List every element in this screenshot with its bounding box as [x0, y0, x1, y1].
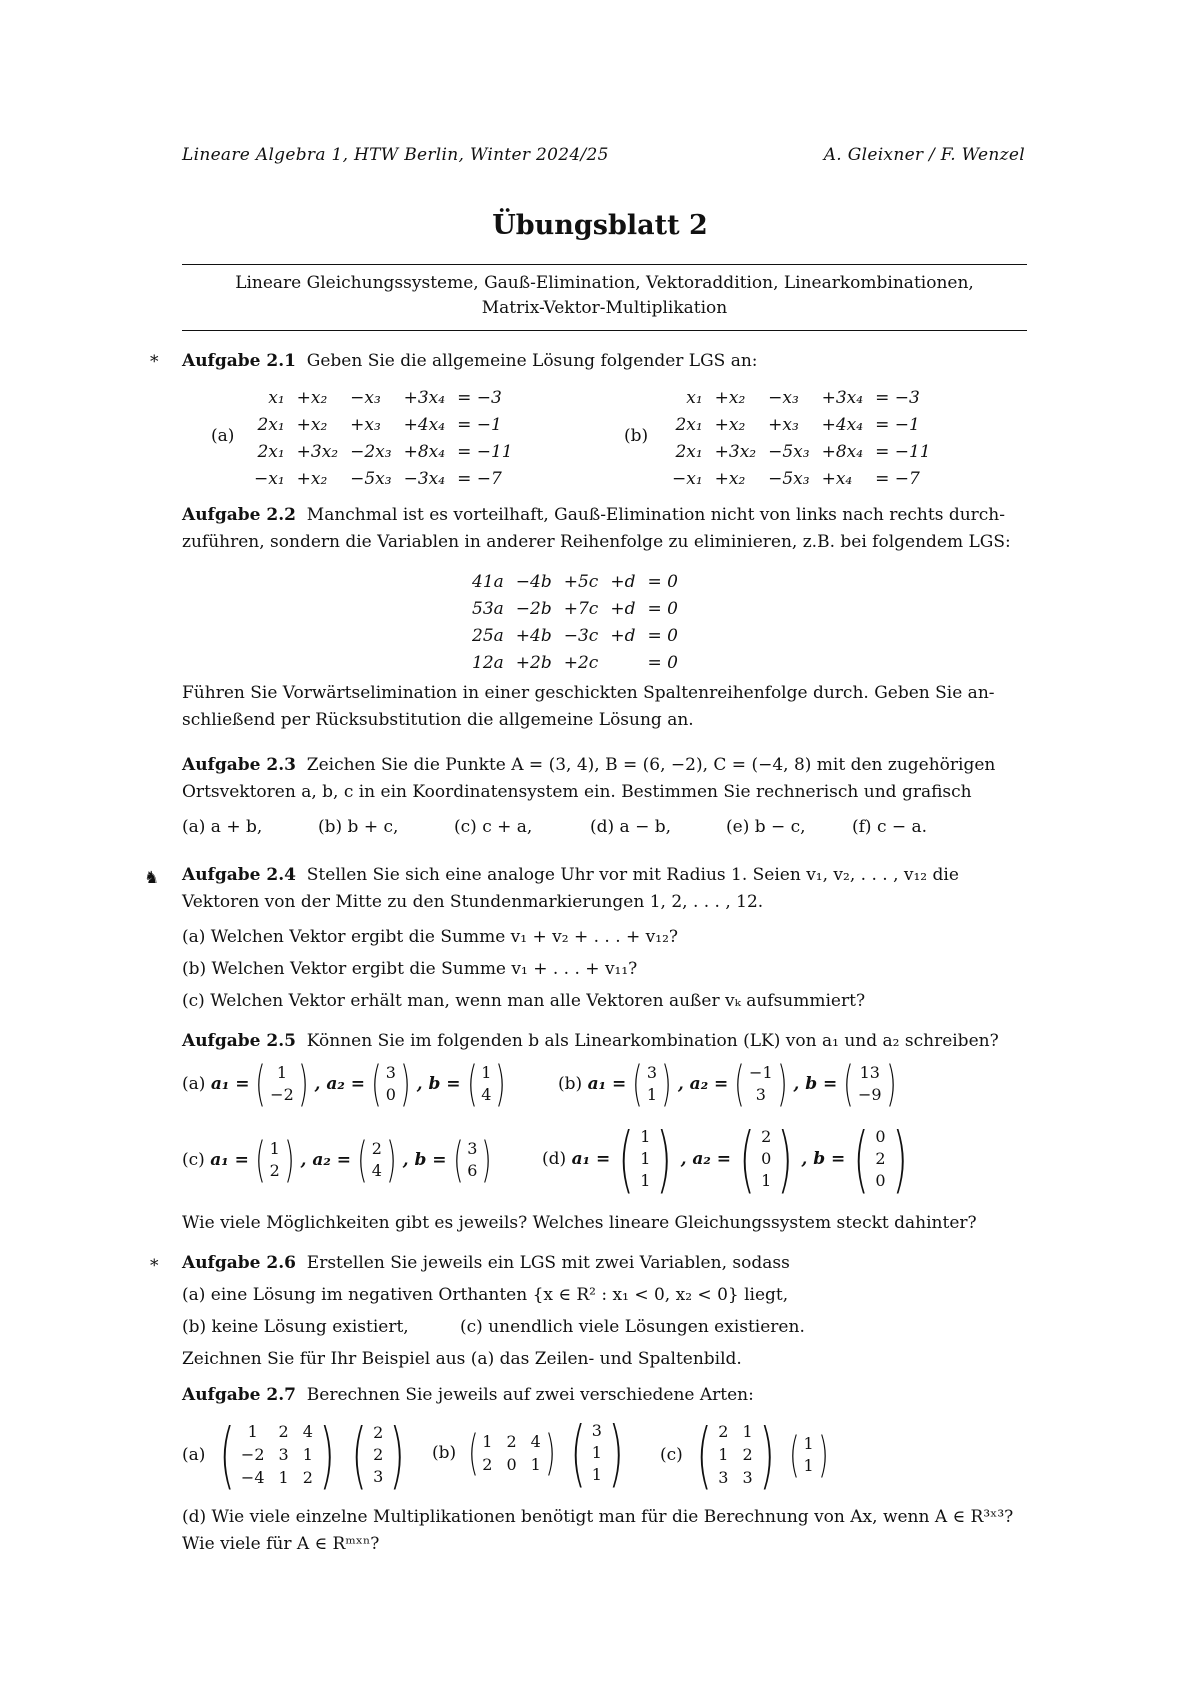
- vector-b: [449, 1132, 497, 1188]
- authors-header: A. Gleixner / F. Wenzel: [823, 145, 1025, 165]
- vector-entries: [875, 1126, 885, 1192]
- vector-entries: [386, 1062, 396, 1106]
- equation-term: = 0: [647, 571, 678, 592]
- task-label: Aufgabe 2.3: [182, 755, 296, 775]
- equation-row: [666, 411, 937, 438]
- vector-entries: [372, 1138, 382, 1182]
- right-paren: ): [319, 1412, 335, 1497]
- left-paren: (: [371, 1056, 382, 1112]
- vector-entry: 0: [761, 1149, 772, 1168]
- task-2-1: [182, 348, 758, 375]
- vector-entry: 1: [269, 1139, 280, 1158]
- left-paren: (: [255, 1132, 266, 1188]
- vector-entries: [481, 1062, 491, 1106]
- equation-term: +7c: [563, 598, 599, 619]
- eq-label: , b =: [402, 1150, 447, 1170]
- vector-entries: [640, 1126, 650, 1192]
- part-label: (b): [624, 426, 649, 446]
- vector-entry: 1: [640, 1149, 651, 1168]
- eq-label: , b =: [801, 1149, 846, 1169]
- equation-term: = −11: [875, 441, 931, 462]
- vector-entry: 1: [646, 1085, 658, 1104]
- vector-entry: 2: [373, 1422, 384, 1442]
- task-text: Stellen Sie sich eine analoge Uhr vor mit Radius 1. Seien v₁, v₂, . . . , v₁₂ die: [306, 865, 959, 885]
- equation-term: +8x₄: [403, 441, 446, 462]
- matvec-b: [432, 1411, 632, 1495]
- part-label: (b): [432, 1443, 457, 1463]
- matrix-entry: 2: [506, 1432, 517, 1451]
- vector-a2: [730, 1056, 791, 1112]
- part-label: (b): [558, 1074, 583, 1094]
- task-2-2-instructions: [182, 680, 1027, 734]
- vector-entries: [270, 1138, 280, 1182]
- equation-term: +x₂: [714, 387, 746, 408]
- matrix-entry: 1: [718, 1445, 729, 1464]
- equation-term: +x₃: [350, 414, 381, 435]
- equation-row: [248, 411, 519, 438]
- task-text: Führen Sie Vorwärtselimination in einer geschickten Spaltenreihenfolge durch. Geben Sie an-: [182, 683, 995, 703]
- matrix-entry: 3: [742, 1468, 753, 1487]
- equation-term: +d: [610, 598, 636, 619]
- equation-term: −x₃: [768, 387, 799, 408]
- equation-term: +3x₄: [821, 387, 864, 408]
- vector-entries: [467, 1138, 477, 1182]
- vector-x: [785, 1426, 833, 1483]
- eq-label: a₁ =: [587, 1074, 627, 1094]
- eq-label: a₁ =: [571, 1149, 611, 1169]
- equation-term: +x₂: [296, 468, 328, 489]
- course-header: Lineare Algebra 1, HTW Berlin, Winter 2024/25: [182, 145, 609, 165]
- vector-entry: 4: [371, 1161, 382, 1180]
- vector-entries: [858, 1062, 882, 1106]
- matrix-entry: 1: [482, 1432, 493, 1451]
- equation-term: = 0: [647, 598, 678, 619]
- vector-entry: 2: [269, 1161, 280, 1180]
- vector-entries: [647, 1062, 657, 1106]
- left-paren: (: [843, 1056, 854, 1112]
- equation-row: [248, 465, 519, 492]
- star-marker: *: [150, 352, 159, 372]
- matrix-entry: 2: [718, 1422, 729, 1441]
- vector-entry: 1: [803, 1455, 814, 1475]
- part-2-3-e: (e) b − c,: [726, 817, 806, 837]
- right-paren: ): [545, 1425, 556, 1481]
- matrix-entry: 0: [506, 1455, 517, 1474]
- vector-x: [345, 1412, 411, 1497]
- vector-entry: 1: [761, 1171, 772, 1190]
- equation-term: −2b: [515, 598, 552, 619]
- right-paren: ): [777, 1117, 794, 1201]
- right-paren: ): [495, 1056, 506, 1112]
- right-paren: ): [885, 1056, 897, 1112]
- vector-b: [847, 1117, 913, 1201]
- vector-b: [839, 1056, 900, 1112]
- vector-entries: [270, 1062, 294, 1106]
- equation-term: +d: [610, 625, 636, 646]
- matrix-entries: [241, 1420, 313, 1489]
- equation-term: +5c: [563, 571, 599, 592]
- vector-a1: [251, 1056, 312, 1112]
- matrix-entry: 1: [278, 1468, 289, 1487]
- vector-entry: 1: [640, 1171, 651, 1190]
- task-label: Aufgabe 2.2: [182, 505, 296, 525]
- equation-term: +x₄: [821, 468, 853, 489]
- equation-term: +x₂: [714, 414, 746, 435]
- task-text: Wie viele für A ∈ Rᵐˣⁿ?: [182, 1534, 380, 1554]
- task-2-7: [182, 1382, 754, 1409]
- task-text: Können Sie im folgenden b als Linearkombination (LK) von a₁ und a₂ schreiben?: [306, 1031, 999, 1051]
- matrix-entry: 4: [530, 1432, 541, 1451]
- part-label: (c): [660, 1444, 683, 1465]
- vector-a2: [367, 1056, 415, 1112]
- equation-term: = −7: [457, 468, 502, 489]
- equation-term: 2x₁: [675, 441, 703, 462]
- equation-row: [466, 595, 684, 622]
- vector-entry: 2: [761, 1127, 772, 1146]
- equation-row: [466, 622, 684, 649]
- topics-line: Matrix-Vektor-Multiplikation: [481, 298, 728, 318]
- matrix-entry: 1: [530, 1455, 541, 1474]
- matvec-c: [660, 1412, 834, 1497]
- equation-term: 2x₁: [257, 414, 285, 435]
- right-paren: ): [386, 1132, 397, 1188]
- vector-entries: [749, 1062, 773, 1106]
- eq-label: , b =: [416, 1074, 461, 1094]
- vector-entry: 3: [646, 1063, 658, 1082]
- matrix-entry: 1: [247, 1422, 258, 1441]
- equation-term: = −11: [457, 441, 513, 462]
- part-2-3-d: (d) a − b,: [590, 817, 672, 837]
- task-2-7-d: [182, 1504, 1027, 1558]
- equation-term: = −3: [457, 387, 502, 408]
- part-2-4-b: (b) Welchen Vektor ergibt die Summe v₁ + . . . + v₁₁?: [182, 959, 638, 979]
- part-2-3-c: (c) c + a,: [454, 817, 533, 837]
- vector-entry: −9: [858, 1085, 882, 1104]
- left-paren: (: [466, 1056, 478, 1112]
- left-paren: (: [467, 1425, 479, 1481]
- eq-label: , b =: [793, 1074, 838, 1094]
- task-text: schließend per Rücksubstitution die allgemeine Lösung an.: [182, 710, 694, 730]
- part-label: (c): [182, 1150, 205, 1170]
- vector-entries: [761, 1126, 771, 1192]
- page-title: Übungsblatt 2: [492, 210, 708, 241]
- equation-row: [466, 649, 684, 676]
- left-paren: (: [632, 1056, 643, 1112]
- task-label: Aufgabe 2.7: [182, 1385, 296, 1405]
- matrix-entry: 4: [302, 1422, 313, 1441]
- equation-row: [248, 384, 519, 411]
- right-paren: ): [817, 1426, 829, 1483]
- task-2-3: [182, 752, 1027, 806]
- topics: [182, 271, 1027, 321]
- part-2-6-a: (a) eine Lösung im negativen Orthanten {x ∈ R² : x₁ < 0, x₂ < 0} liegt,: [182, 1285, 789, 1305]
- equation-term: +8x₄: [821, 441, 864, 462]
- part-2-3-b: (b) b + c,: [318, 817, 399, 837]
- equation-term: 41a: [472, 571, 504, 592]
- right-paren: ): [481, 1132, 492, 1188]
- equation-term: −x₃: [350, 387, 381, 408]
- right-paren: ): [283, 1132, 295, 1188]
- vector-a1: [628, 1056, 676, 1112]
- equation-term: 2x₁: [257, 441, 285, 462]
- matrix-entry: −2: [240, 1445, 265, 1464]
- vector-entry: 3: [385, 1063, 396, 1082]
- equation-term: 12a: [472, 652, 504, 673]
- equation-term: +4x₄: [403, 414, 446, 435]
- equation-term: 2x₁: [675, 414, 703, 435]
- equation-term: +x₂: [714, 468, 746, 489]
- right-paren: ): [297, 1056, 309, 1112]
- vectors-a: [182, 1056, 512, 1112]
- task-2-5: [182, 1028, 999, 1055]
- equation-term: −3c: [563, 625, 599, 646]
- task-2-6: [182, 1250, 790, 1277]
- right-paren: ): [608, 1411, 624, 1495]
- matrix-a: [213, 1412, 341, 1497]
- left-paren: (: [788, 1426, 800, 1483]
- right-paren: ): [776, 1056, 788, 1112]
- left-paren: (: [739, 1117, 755, 1201]
- vector-entry: 3: [755, 1085, 766, 1104]
- vector-entry: 1: [640, 1127, 651, 1146]
- equation-row: [666, 438, 937, 465]
- equation-term: x₁: [268, 387, 285, 408]
- matrix-entry: 2: [302, 1468, 313, 1487]
- task-text: Berechnen Sie jeweils auf zwei verschiedene Arten:: [306, 1385, 754, 1405]
- left-paren: (: [219, 1412, 235, 1497]
- equation-term: 25a: [472, 625, 504, 646]
- vector-entry: 0: [875, 1127, 886, 1146]
- left-paren: (: [351, 1412, 367, 1497]
- vector-a2: [353, 1132, 401, 1188]
- vector-a1: [251, 1132, 299, 1188]
- equation-term: +x₂: [296, 387, 328, 408]
- matrix-entry: −4: [240, 1468, 265, 1487]
- part-2-6-d: Zeichnen Sie für Ihr Beispiel aus (a) das Zeilen- und Spaltenbild.: [182, 1349, 742, 1369]
- task-text: Vektoren von der Mitte zu den Stundenmarkierungen 1, 2, . . . , 12.: [182, 892, 764, 912]
- equation-term: −5x₃: [350, 468, 392, 489]
- top-rule: [182, 264, 1027, 265]
- star-marker: *: [150, 1256, 159, 1276]
- equation-term: = −1: [457, 414, 502, 435]
- right-paren: ): [758, 1412, 775, 1497]
- vector-entries: [804, 1433, 814, 1477]
- matrix-entry: 2: [278, 1422, 289, 1441]
- vector-a2: [733, 1117, 799, 1201]
- part-label: (a): [182, 1074, 206, 1094]
- eq-label: , a₂ =: [300, 1150, 351, 1170]
- system-a: [248, 384, 519, 492]
- equation-term: −5x₃: [768, 468, 810, 489]
- vector-entry: 2: [875, 1149, 886, 1168]
- equation-term: = −7: [875, 468, 920, 489]
- vector-a1: [612, 1117, 678, 1201]
- task-label: Aufgabe 2.1: [182, 351, 296, 371]
- vectors-d: [542, 1117, 916, 1201]
- equation-term: +x₃: [768, 414, 799, 435]
- left-paren: (: [734, 1056, 745, 1112]
- right-paren: ): [400, 1056, 411, 1112]
- equation-term: +3x₂: [714, 441, 757, 462]
- equation-term: −x₁: [672, 468, 703, 489]
- part-2-3-f: (f) c − a.: [852, 817, 928, 837]
- part-2-6-b: (b) keine Lösung existiert,: [182, 1317, 409, 1337]
- right-paren: ): [661, 1056, 672, 1112]
- equation-term: −2x₃: [350, 441, 392, 462]
- vector-entry: 6: [467, 1161, 478, 1180]
- eq-label: a₁ =: [210, 1150, 249, 1170]
- vector-entry: 13: [859, 1063, 880, 1082]
- matrix-entry: 1: [742, 1422, 753, 1441]
- left-paren: (: [452, 1132, 464, 1188]
- vector-x: [564, 1411, 630, 1495]
- eq-label: , a₂ =: [680, 1149, 732, 1169]
- task-text: Zeichen Sie die Punkte A = (3, 4), B = (6, −2), C = (−4, 8) mit den zugehörigen: [306, 755, 996, 775]
- equation-term: −5x₃: [768, 441, 810, 462]
- left-paren: (: [618, 1117, 634, 1201]
- knight-icon: ♞: [144, 868, 160, 888]
- equation-term: −4b: [515, 571, 552, 592]
- part-2-4-c: (c) Welchen Vektor erhält man, wenn man alle Vektoren außer vₖ aufsummiert?: [182, 991, 866, 1011]
- matrix-entry: 2: [742, 1445, 753, 1464]
- vector-entry: 1: [803, 1433, 814, 1453]
- vector-entries: [592, 1420, 602, 1486]
- vector-entry: 2: [371, 1139, 382, 1158]
- matrix-b: [464, 1425, 560, 1481]
- part-label: (a): [182, 1444, 206, 1465]
- vector-entry: 1: [276, 1063, 288, 1082]
- vectors-b: [558, 1056, 902, 1112]
- equation-term: +x₂: [296, 414, 328, 435]
- task-text: Manchmal ist es vorteilhaft, Gauß-Elimination nicht von links nach rechts durch-: [306, 505, 1005, 525]
- vector-entry: −1: [749, 1063, 773, 1082]
- equation-term: = −3: [875, 387, 920, 408]
- system-b: [666, 384, 937, 492]
- equation-row: [466, 568, 684, 595]
- right-paren: ): [389, 1412, 406, 1497]
- task-text: Erstellen Sie jeweils ein LGS mit zwei Variablen, sodass: [306, 1253, 790, 1273]
- vector-entries: [373, 1422, 383, 1488]
- vector-entry: 1: [481, 1063, 492, 1082]
- vector-entry: 3: [373, 1466, 384, 1486]
- matrix-c: [690, 1412, 781, 1497]
- equation-row: [248, 438, 519, 465]
- part-label: (d): [542, 1149, 567, 1169]
- vector-entry: 1: [591, 1443, 602, 1462]
- matrix-entries: [482, 1430, 541, 1476]
- task-text: (d) Wie viele einzelne Multiplikationen benötigt man für die Berechnung von Ax, wenn A ∈ R³ˣ³?: [182, 1507, 1014, 1527]
- right-paren: ): [656, 1117, 673, 1201]
- equation-term: [604, 649, 641, 676]
- vectors-c: [182, 1132, 498, 1188]
- bottom-rule: [182, 330, 1027, 331]
- vector-entry: 0: [875, 1171, 886, 1190]
- equation-term: = 0: [647, 625, 678, 646]
- vector-entry: 2: [373, 1444, 384, 1464]
- equation-term: −x₁: [254, 468, 285, 489]
- eq-label: , a₂ =: [677, 1074, 729, 1094]
- task-text: Geben Sie die allgemeine Lösung folgender LGS an:: [306, 351, 758, 371]
- task-text: zuführen, sondern die Variablen in anderer Reihenfolge zu eliminieren, z.B. bei folgendem LGS:: [182, 532, 1011, 552]
- equation-term: +3x₄: [403, 387, 446, 408]
- vector-entry: 1: [591, 1465, 602, 1484]
- vector-entry: 3: [467, 1139, 478, 1158]
- equation-term: = −1: [875, 414, 920, 435]
- task-2-5-question: Wie viele Möglichkeiten gibt es jeweils? Welches lineare Gleichungssystem steckt dahinter?: [182, 1213, 977, 1233]
- system-abcd: [466, 568, 684, 676]
- part-2-3-a: (a) a + b,: [182, 817, 263, 837]
- vector-entry: 4: [481, 1085, 492, 1104]
- eq-label: a₁ =: [210, 1074, 250, 1094]
- equation-term: +2b: [515, 652, 552, 673]
- task-2-4: [182, 862, 1027, 916]
- left-paren: (: [696, 1412, 712, 1497]
- matrix-entry: 2: [482, 1455, 493, 1474]
- part-2-4-a: (a) Welchen Vektor ergibt die Summe v₁ + v₂ + . . . + v₁₂?: [182, 927, 679, 947]
- task-2-2: [182, 502, 1027, 556]
- equation-term: x₁: [686, 387, 703, 408]
- task-text: Ortsvektoren a, b, c in ein Koordinatensystem ein. Bestimmen Sie rechnerisch und grafisch: [182, 782, 972, 802]
- task-label: Aufgabe 2.4: [182, 865, 296, 885]
- equation-row: [666, 384, 937, 411]
- right-paren: ): [891, 1117, 908, 1201]
- equation-term: +4b: [515, 625, 552, 646]
- equation-term: +2c: [563, 652, 599, 673]
- part-label: (a): [211, 426, 235, 446]
- left-paren: (: [357, 1132, 368, 1188]
- equation-term: +d: [610, 571, 636, 592]
- task-label: Aufgabe 2.6: [182, 1253, 296, 1273]
- equation-term: = 0: [647, 652, 678, 673]
- task-label: Aufgabe 2.5: [182, 1031, 296, 1051]
- matrix-entry: 3: [278, 1445, 289, 1464]
- matvec-a: [182, 1412, 413, 1497]
- left-paren: (: [255, 1056, 266, 1112]
- vector-b: [463, 1056, 511, 1112]
- vector-entry: 3: [591, 1421, 602, 1440]
- equation-term: −3x₄: [403, 468, 446, 489]
- left-paren: (: [853, 1117, 870, 1201]
- equation-term: +4x₄: [821, 414, 864, 435]
- topics-line: Lineare Gleichungssysteme, Gauß-Elimination, Vektoraddition, Linearkombinationen,: [235, 273, 974, 293]
- matrix-entry: 1: [302, 1445, 313, 1464]
- matrix-entries: [718, 1420, 752, 1489]
- equation-row: [666, 465, 937, 492]
- matrix-entry: 3: [718, 1468, 729, 1487]
- part-2-6-c: (c) unendlich viele Lösungen existieren.: [460, 1317, 805, 1337]
- vector-entry: −2: [270, 1085, 294, 1104]
- equation-term: +3x₂: [296, 441, 339, 462]
- eq-label: , a₂ =: [314, 1074, 365, 1094]
- left-paren: (: [569, 1411, 586, 1495]
- equation-term: 53a: [472, 598, 504, 619]
- vector-entry: 0: [385, 1085, 396, 1104]
